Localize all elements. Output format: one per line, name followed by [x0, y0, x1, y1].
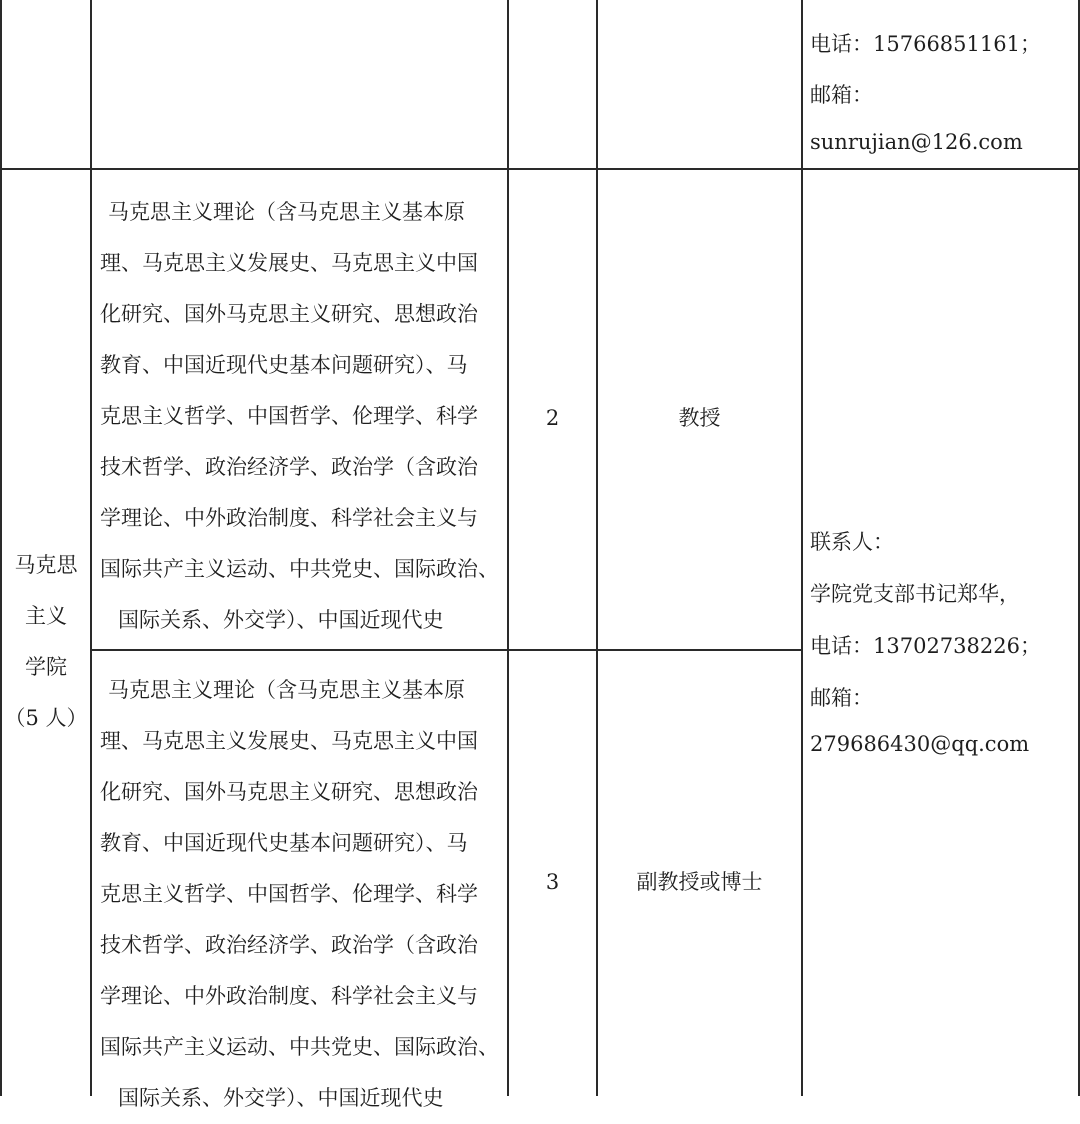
table-row-divider-2 [90, 649, 803, 651]
discipline-line: 马克思主义理论（含马克思主义基本原 [108, 678, 465, 702]
discipline-line: 技术哲学、政治经济学、政治学（含政治 [100, 933, 478, 957]
contact-person: 学院党支部书记郑华， [810, 582, 1020, 606]
position-1-count: 2 [545, 406, 560, 430]
college-name [2, 540, 90, 744]
college-name-line: 学院 [25, 655, 67, 679]
discipline-line: 教育、中国近现代史基本问题研究）、马 [100, 831, 468, 855]
discipline-line: 国际共产主义运动、中共党史、国际政治、 [100, 557, 499, 581]
college-headcount: （5 人） [4, 706, 88, 730]
discipline-line: 教育、中国近现代史基本问题研究）、马 [100, 353, 468, 377]
position-1-discipline [92, 187, 507, 646]
discipline-line: 技术哲学、政治经济学、政治学（含政治 [100, 455, 478, 479]
position-1-title: 教授 [678, 406, 721, 430]
table-row-divider-1 [0, 168, 1080, 170]
discipline-line: 国际关系、外交学）、中国近现代史 [118, 1086, 444, 1110]
discipline-line: 化研究、国外马克思主义研究、思想政治 [100, 780, 478, 804]
table-col-divider-3 [596, 0, 598, 1096]
discipline-line: 理、马克思主义发展史、马克思主义中国 [100, 251, 478, 275]
discipline-line: 马克思主义理论（含马克思主义基本原 [108, 200, 465, 224]
discipline-line: 化研究、国外马克思主义研究、思想政治 [100, 302, 478, 326]
contact-email-label: 邮箱： [810, 686, 873, 710]
table-col-divider-2 [507, 0, 509, 1096]
discipline-line: 学理论、中外政治制度、科学社会主义与 [100, 506, 478, 530]
contact-person-label: 联系人： [810, 530, 894, 554]
college-name-line: 主义 [25, 604, 67, 628]
discipline-line: 学理论、中外政治制度、科学社会主义与 [100, 984, 478, 1008]
top-contact-phone: 电话：15766851161； [810, 32, 1041, 56]
position-2-count: 3 [545, 870, 560, 894]
discipline-line: 理、马克思主义发展史、马克思主义中国 [100, 729, 478, 753]
contact-email: 279686430@qq.com [810, 732, 1030, 756]
discipline-line: 国际关系、外交学）、中国近现代史 [118, 608, 444, 632]
contact-phone: 电话：13702738226； [810, 634, 1041, 658]
discipline-line: 国际共产主义运动、中共党史、国际政治、 [100, 1035, 499, 1059]
top-contact-email: sunrujian@126.com [810, 130, 1023, 154]
discipline-line: 克思主义哲学、中国哲学、伦理学、科学 [100, 882, 478, 906]
position-2-title: 副教授或博士 [636, 870, 763, 894]
table-col-divider-4 [801, 0, 803, 1096]
top-contact-email-label: 邮箱： [810, 83, 873, 107]
college-name-line: 马克思 [14, 553, 78, 577]
position-2-discipline [92, 665, 507, 1124]
discipline-line: 克思主义哲学、中国哲学、伦理学、科学 [100, 404, 478, 428]
